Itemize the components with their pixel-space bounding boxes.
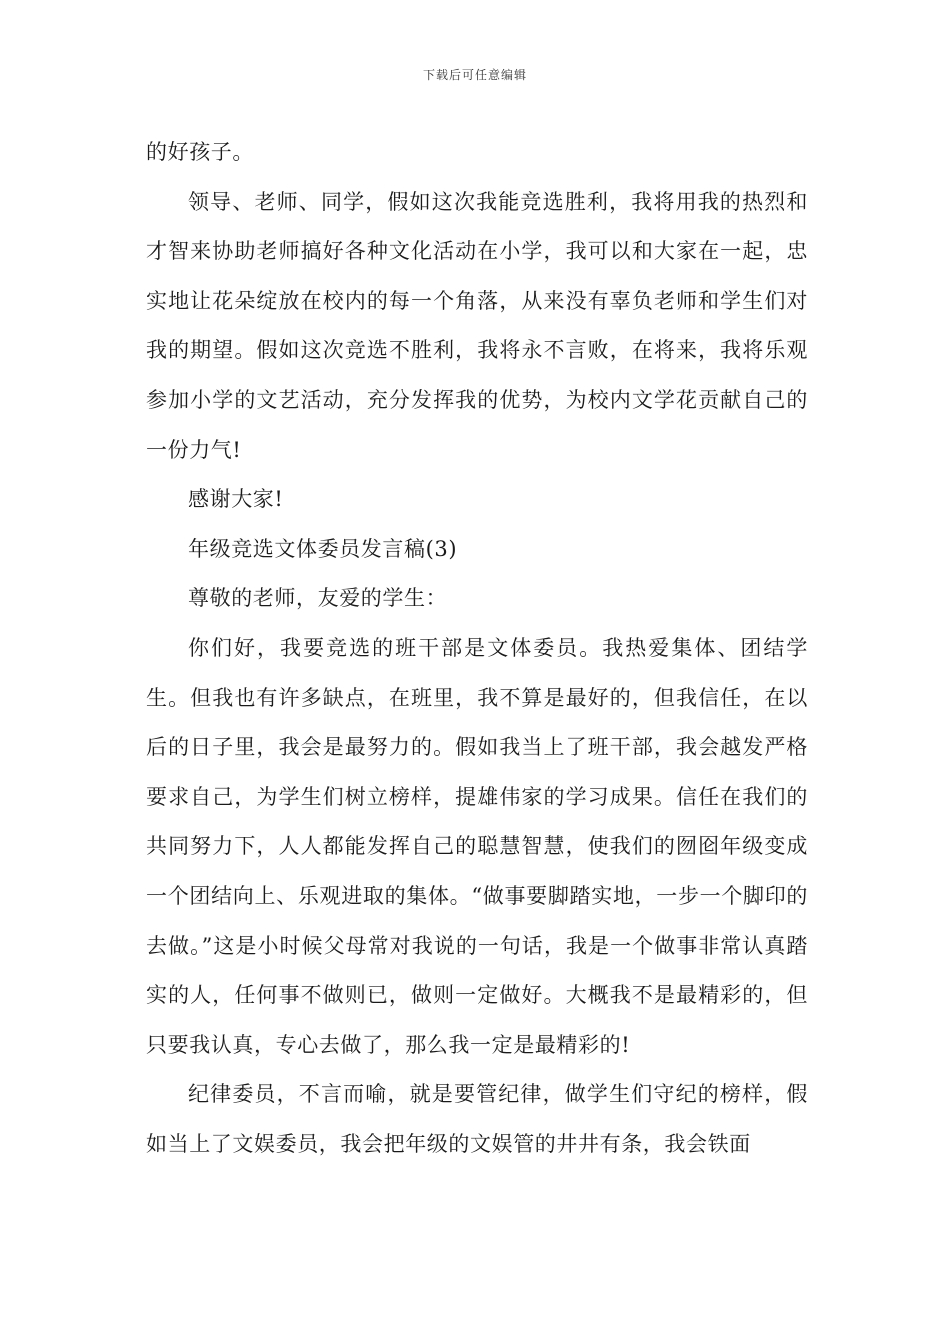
paragraph-7: 纪律委员，不言而喻，就是要管纪律，做学生们守纪的榜样，假如当上了文娱委员，我会把年级的文娱管的井井有条，我会铁面: [146, 1082, 808, 1156]
paragraph-2: 领导、老师、同学，假如这次我能竞选胜利，我将用我的热烈和才智来协助老师搞好各种文化活动在小学，我可以和大家在一起，忠实地让花朵绽放在校内的每一个角落，从来没有辜负老师和学生们对我的期望。假如这次竞选不胜利，我将永不言败，在将来，我将乐观参加小学的文艺活动，充分发挥我的优势，为校内文学花贡献自己的一份力气!: [146, 189, 808, 462]
paragraph-1: 的好孩子。: [146, 140, 254, 164]
page-header: 下载后可任意编辑: [422, 68, 527, 82]
paragraph-6: 你们好，我要竞选的班干部是文体委员。我热爱集体、团结学生。但我也有许多缺点，在班里，我不算是最好的，但我信任，在以后的日子里，我会是最努力的。假如我当上了班干部，我会越发严格要求自己，为学生们树立榜样，提雄伟家的学习成果。信任在我们的共同努力下，人人都能发挥自己的聪慧智慧，使我们的囫囵年级变成一个团结向上、乐观进取的集体。“做事要脚踏实地，一步一个脚印的去做。”这是小时候父母常对我说的一句话，我是一个做事非常认真踏实的人，任何事不做则已，做则一定做好。大概我不是最精彩的，但只要我认真，专心去做了，那么我一定是最精彩的!: [146, 635, 808, 1057]
paragraph-3: 感谢大家!: [188, 487, 284, 512]
section-title: 年级竞选文体委员发言稿(3): [188, 536, 458, 561]
document-body: [146, 128, 808, 1169]
salutation: 尊敬的老师，友爱的学生：: [188, 586, 448, 611]
